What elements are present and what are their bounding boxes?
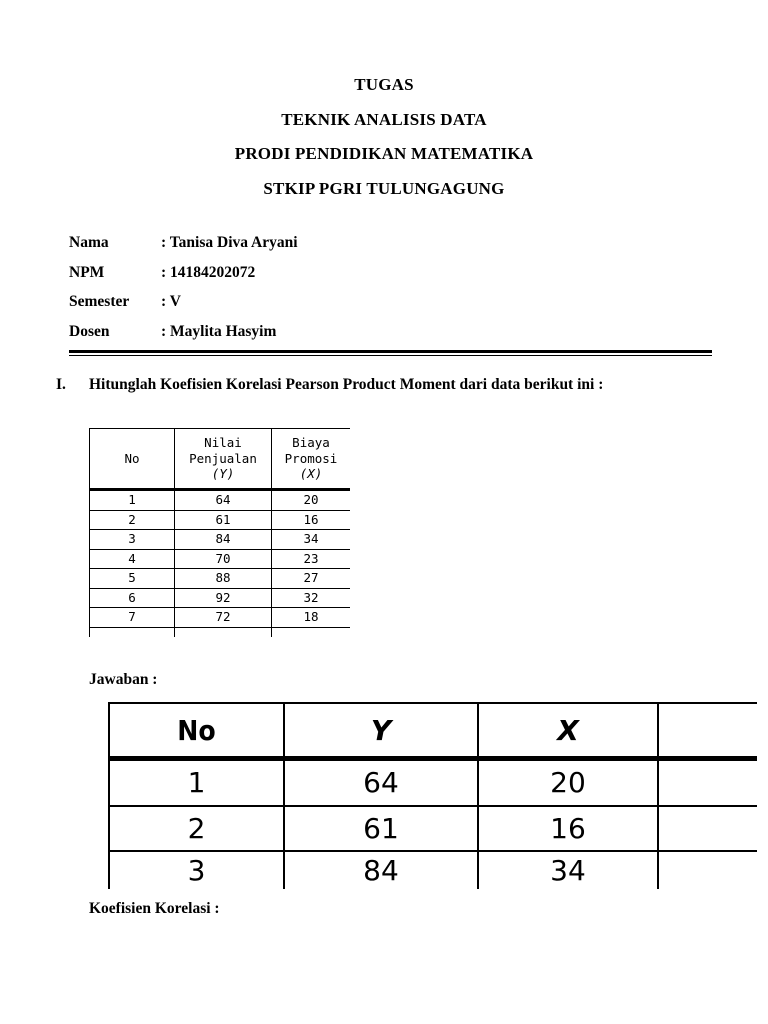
info-value: : Tanisa Diva Aryani (161, 234, 298, 251)
coefficient-label: Koefisien Korelasi : (89, 900, 220, 917)
cell-x: 34 (272, 530, 351, 550)
title-line-3: PRODI PENDIDIKAN MATEMATIKA (234, 144, 534, 163)
cell-y: 84 (175, 530, 272, 550)
answer-cell-no: 1 (109, 759, 284, 806)
table-row (90, 530, 351, 550)
header-x-line2: Promosi (284, 450, 338, 466)
answer-header-y: Y (284, 703, 478, 759)
info-label: Dosen (69, 322, 110, 340)
cell-y: 64 (175, 490, 272, 511)
answer-header-row (109, 703, 757, 759)
question-number: I. (56, 376, 66, 393)
answer-header-blank (658, 703, 757, 759)
cell-no: 7 (90, 608, 175, 628)
answer-cell-x: 16 (478, 806, 658, 852)
header-y-line3: (Y) (211, 466, 235, 482)
answer-label: Jawaban : (89, 671, 158, 688)
answer-cell-x: 20 (478, 759, 658, 806)
header-x-line3: (X) (299, 466, 323, 482)
table-row (90, 510, 351, 530)
cell-no: 2 (90, 510, 175, 530)
cell-x: 27 (272, 569, 351, 589)
cell-y: 92 (175, 588, 272, 608)
answer-cell-y: 61 (284, 806, 478, 852)
cell-empty (90, 627, 175, 637)
cell-empty (272, 627, 351, 637)
cell-x: 18 (272, 608, 351, 628)
cell-no: 5 (90, 569, 175, 589)
cell-no: 4 (90, 549, 175, 569)
answer-cell-no: 2 (109, 806, 284, 852)
answer-cell-blank (658, 806, 757, 852)
info-row-dosen (69, 320, 298, 350)
cell-y: 88 (175, 569, 272, 589)
cell-x: 23 (272, 549, 351, 569)
answer-cell-blank (658, 759, 757, 806)
student-info (69, 231, 298, 349)
divider-thin (69, 355, 712, 356)
cell-y: 72 (175, 608, 272, 628)
answer-row (109, 759, 757, 806)
cell-no: 6 (90, 588, 175, 608)
info-label: Semester (69, 293, 130, 310)
title-line-4: STKIP PGRI TULUNGAGUNG (263, 178, 505, 198)
cell-x: 16 (272, 510, 351, 530)
cell-y: 61 (175, 510, 272, 530)
answer-header-no: No (109, 703, 284, 759)
question-text: Hitunglah Koefisien Korelasi Pearson Product Moment dari data berikut ini : (89, 376, 604, 393)
header-no: No (90, 429, 175, 490)
table-row (90, 490, 351, 511)
info-row-npm (69, 261, 298, 291)
header-x-line1: Biaya (292, 435, 330, 451)
header-y-line1: Nilai (204, 435, 242, 451)
table-row (90, 608, 351, 628)
info-value: : Maylita Hasyim (161, 322, 277, 340)
header-y (175, 429, 272, 490)
info-row-nama (69, 231, 298, 261)
title-line-2: TEKNIK ANALISIS DATA (281, 109, 487, 129)
info-label: Nama (69, 234, 109, 251)
cell-x: 20 (272, 490, 351, 511)
cell-no: 1 (90, 490, 175, 511)
info-row-semester (69, 290, 298, 320)
answer-row (109, 851, 757, 889)
answer-table-crop (106, 700, 768, 890)
cell-x: 32 (272, 588, 351, 608)
document-title (0, 68, 768, 206)
answer-cell-y: 64 (284, 759, 478, 806)
title-line-1: TUGAS (354, 75, 414, 94)
data-table (89, 428, 350, 637)
cell-y: 70 (175, 549, 272, 569)
table-row (90, 588, 351, 608)
answer-cell-y: 84 (284, 851, 478, 889)
table-row (90, 569, 351, 589)
cell-empty (175, 627, 272, 637)
question (56, 376, 603, 394)
answer-cell-blank (658, 851, 757, 889)
info-value: : V (161, 293, 181, 310)
table-row-empty (90, 627, 351, 637)
table-row (90, 549, 351, 569)
header-y-line2: Penjualan (189, 450, 257, 466)
header-x (272, 429, 351, 490)
cell-no: 3 (90, 530, 175, 550)
answer-row (109, 806, 757, 852)
answer-header-x: X (478, 703, 658, 759)
divider-thick (69, 350, 712, 353)
info-label: NPM (69, 263, 105, 281)
answer-table (108, 702, 757, 889)
table-header-row (90, 429, 351, 490)
info-value: : 14184202072 (161, 263, 256, 281)
answer-cell-x: 34 (478, 851, 658, 889)
answer-cell-no: 3 (109, 851, 284, 889)
